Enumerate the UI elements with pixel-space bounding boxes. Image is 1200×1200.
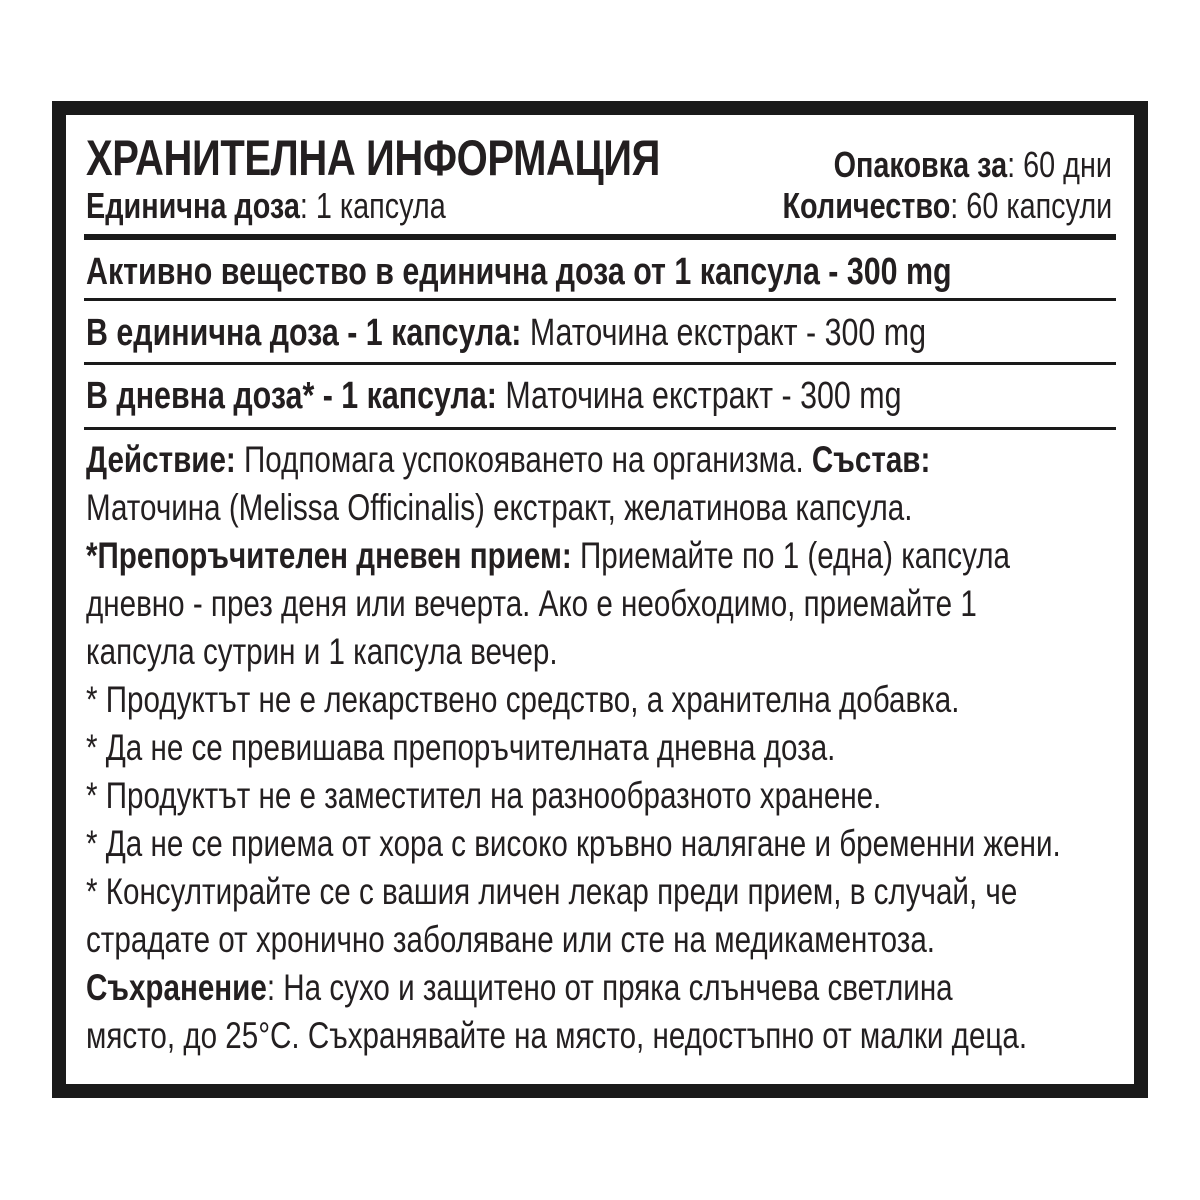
intake-text: Приемайте по 1 (една) капсула: [571, 535, 1010, 576]
intake-label: *Препоръчителен дневен прием:: [86, 535, 572, 576]
package-value: : 60 дни: [1007, 144, 1112, 185]
unit-dose-row: [86, 309, 1136, 357]
header-divider: [84, 234, 1116, 240]
intake-text: дневно - през деня или вечерта. Ако е необходимо, приемайте 1: [86, 583, 977, 624]
storage-label: Съхранение: [86, 967, 267, 1008]
package-duration: [764, 142, 1112, 188]
composition-label: Състав:: [811, 439, 931, 480]
warning-note: * Продуктът не е лекарствено средство, а хранителна добавка.: [86, 679, 960, 720]
intake-text: капсула сутрин и 1 капсула вечер.: [86, 631, 558, 672]
description-block: [86, 436, 1126, 1060]
unit-dose-value: : 1 капсула: [299, 185, 446, 226]
warning-note: страдате от хронично заболяване или сте на медикаментоза.: [86, 919, 936, 960]
warning-note: * Да не се приема от хора с високо кръвно налягане и бременни жени.: [86, 823, 1061, 864]
divider: [84, 362, 1116, 365]
warning-note: * Да не се превишава препоръчителната дневна доза.: [86, 727, 836, 768]
divider: [84, 298, 1116, 301]
active-substance-row: Активно вещество в единична доза от 1 капсула - 300 mg: [86, 251, 952, 293]
unit-dose: [86, 183, 536, 229]
daily-dose-row-value: Маточина екстракт - 300 mg: [496, 375, 902, 417]
package-label: Опаковка за: [833, 144, 1008, 185]
quantity: [700, 183, 1112, 229]
unit-dose-row-value: Маточина екстракт - 300 mg: [521, 312, 926, 354]
warning-note: * Продуктът не е заместител на разнообразното хранене.: [86, 775, 882, 816]
label-title: ХРАНИТЕЛНА ИНФОРМАЦИЯ: [86, 130, 661, 186]
composition-text: Маточина (Melissa Officinalis) екстракт, желатинова капсула.: [86, 487, 913, 528]
unit-dose-row-label: В единична доза - 1 капсула:: [86, 312, 522, 354]
daily-dose-row-label: В дневна доза* - 1 капсула:: [86, 375, 497, 417]
action-label: Действие:: [86, 439, 236, 480]
unit-dose-label: Единична доза: [86, 185, 300, 226]
action-text: Подпомага успокояването на организма.: [235, 439, 812, 480]
storage-text: : На сухо и защитено от пряка слънчева светлина: [266, 967, 953, 1008]
daily-dose-row: [86, 372, 1105, 420]
warning-note: * Консултирайте се с вашия личен лекар преди прием, в случай, че: [86, 871, 1018, 912]
quantity-value: : 60 капсули: [950, 185, 1112, 226]
quantity-label: Количество: [782, 185, 951, 226]
divider: [84, 427, 1116, 430]
storage-text: място, до 25°C. Съхранявайте на място, недостъпно от малки деца.: [86, 1015, 1028, 1056]
